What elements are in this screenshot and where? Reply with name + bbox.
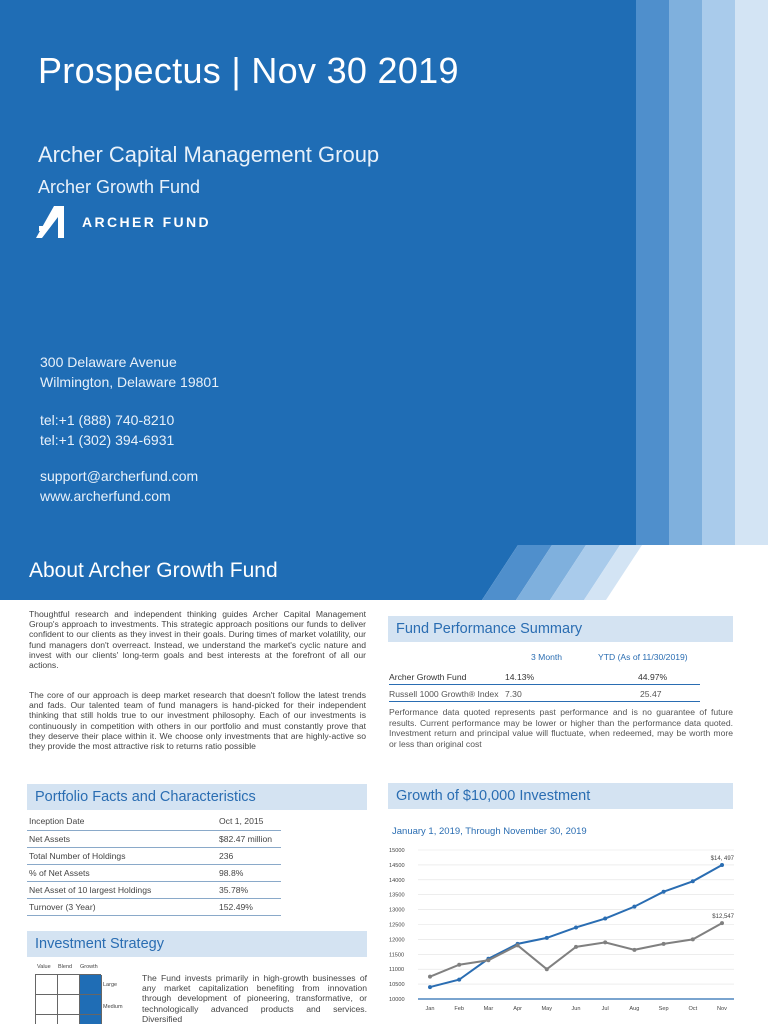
about-paragraph: Thoughtful research and independent thinking guides Archer Capital Management Group's approach to investments. This strategic approach positions our funds to deliver confident to our clients as they invest in their goals. During times of market volatility, our fund managers don't overreact. Instead, we understand the market's cyclic nature and invest with our clients' long-term goals and best interests at the forefront of all our actions. <box>29 609 366 671</box>
x-tick-label: May <box>541 1006 553 1012</box>
fund-series-point <box>662 890 666 894</box>
fund-series-point <box>720 863 724 867</box>
fund-series-point <box>603 917 607 921</box>
facts-label: Net Asset of 10 largest Holdings <box>27 881 217 898</box>
index-series-point <box>486 958 490 962</box>
address-line: 300 Delaware Avenue <box>40 354 177 370</box>
facts-row <box>27 881 281 898</box>
x-tick-label: Jul <box>601 1006 609 1012</box>
index-series-point <box>457 963 461 967</box>
style-row-label: Large <box>103 982 118 988</box>
index-series-point <box>516 943 520 947</box>
y-tick-label: 12000 <box>389 937 405 944</box>
strategy-text: The Fund invests primarily in high-growth businesses of any market capitalization benefiting from innovation through development of pioneering, transformative, or technologically advanced products and services. Diversified <box>142 973 367 1024</box>
facts-heading: Portfolio Facts and Characteristics <box>27 784 367 810</box>
y-tick-label: 11500 <box>389 952 405 959</box>
about-title: About Archer Growth Fund <box>29 559 278 582</box>
fund-series-point <box>428 985 432 989</box>
facts-table <box>27 813 281 916</box>
perf-row-name: Russell 1000 Growth® Index <box>389 689 499 699</box>
facts-row <box>27 898 281 915</box>
address <box>40 352 219 392</box>
facts-row <box>27 864 281 881</box>
style-cell <box>58 995 80 1015</box>
page-title: Prospectus | Nov 30 2019 <box>38 50 459 91</box>
archer-arrow-icon <box>36 205 68 239</box>
perf-ytd-value: 44.97% <box>638 672 668 682</box>
phone-link[interactable]: tel:+1 (302) 394-6931 <box>40 432 175 448</box>
address-line: Wilmington, Delaware 19801 <box>40 374 219 390</box>
facts-row <box>27 813 281 830</box>
facts-label: Turnover (3 Year) <box>27 898 217 915</box>
style-row-label: Medium <box>103 1004 123 1010</box>
perf-row-name: Archer Growth Fund <box>389 672 467 682</box>
perf-ytd-value: 25.47 <box>640 689 662 699</box>
facts-value: Oct 1, 2015 <box>217 813 281 830</box>
style-cell-selected <box>80 1015 102 1024</box>
x-tick-label: Nov <box>717 1006 727 1012</box>
style-col-label: Value <box>37 964 51 970</box>
y-tick-label: 15000 <box>389 848 405 854</box>
facts-value: 236 <box>217 847 281 864</box>
decor-stripe <box>669 0 702 545</box>
x-tick-label: Apr <box>513 1006 522 1012</box>
x-tick-label: Sep <box>658 1006 669 1012</box>
style-cell <box>36 975 58 995</box>
index-series-point <box>720 921 724 925</box>
y-tick-label: 10500 <box>389 982 405 989</box>
perf-col-ytd: YTD (As of 11/30/2019) <box>598 652 688 662</box>
company-name: Archer Capital Management Group <box>38 142 380 167</box>
decor-stripe <box>702 0 735 545</box>
index-series-point <box>428 975 432 979</box>
style-cell <box>58 1015 80 1024</box>
y-tick-label: 14000 <box>389 877 405 884</box>
x-tick-label: Jun <box>571 1006 581 1012</box>
fund-name: Archer Growth Fund <box>38 177 201 197</box>
facts-label: Total Number of Holdings <box>27 847 217 864</box>
style-cell <box>36 995 58 1015</box>
facts-row <box>27 830 281 847</box>
style-cell-selected <box>80 995 102 1015</box>
perf-3month-value: 14.13% <box>505 672 535 682</box>
y-tick-label: 13000 <box>389 907 405 914</box>
fund-series-point <box>545 936 549 940</box>
index-series-point <box>603 940 607 944</box>
fund-series-end-label: $14, 497 <box>710 855 734 862</box>
style-col-label: Growth <box>80 964 98 970</box>
archer-fund-logo <box>36 205 211 239</box>
facts-value: 152.49% <box>217 898 281 915</box>
x-tick-label: Mar <box>483 1006 494 1012</box>
fund-series-point <box>691 879 695 883</box>
strategy-heading: Investment Strategy <box>27 931 367 957</box>
decor-stripe <box>636 0 669 545</box>
facts-value: 35.78% <box>217 881 281 898</box>
fund-series-point <box>457 978 461 982</box>
x-tick-label: Feb <box>454 1006 465 1012</box>
x-tick-label: Aug <box>629 1006 640 1012</box>
logo-text: ARCHER FUND <box>82 214 212 230</box>
about-paragraph: The core of our approach is deep market research that doesn't follow the latest trends and fads. Our talented team of fund managers is hand-picked for their independent thinking that still holds true to our investment philosophy. Each of our investments is continuously in competition with others in our portfolio and must constantly prove that they deserve their place within it. We choose only investments that are highly-active so they provide the most attractive risk to returns ratio possible <box>29 690 366 752</box>
facts-label: % of Net Assets <box>27 864 217 881</box>
y-tick-label: 14500 <box>389 862 405 869</box>
website-link[interactable]: www.archerfund.com <box>40 488 171 504</box>
style-cell <box>36 1015 58 1024</box>
style-grid <box>35 974 101 1024</box>
facts-label: Inception Date <box>27 813 217 830</box>
y-tick-label: 13500 <box>389 892 405 899</box>
perf-3month-value: 7.30 <box>505 689 522 699</box>
x-tick-label: Oct <box>688 1006 698 1012</box>
decor-stripe <box>735 0 768 545</box>
index-series-point <box>574 945 578 949</box>
index-series-end-label: $12,547 <box>712 914 734 921</box>
facts-value: $82.47 million <box>217 830 281 847</box>
index-series-point <box>632 948 636 952</box>
style-cell-selected <box>80 975 102 995</box>
email-link[interactable]: support@archerfund.com <box>40 468 199 484</box>
facts-row <box>27 847 281 864</box>
growth-subtitle: January 1, 2019, Through November 30, 2019 <box>392 826 587 837</box>
phone-link[interactable]: tel:+1 (888) 740-8210 <box>40 412 175 428</box>
y-tick-label: 10000 <box>389 997 405 1003</box>
growth-heading: Growth of $10,000 Investment <box>388 783 733 809</box>
style-col-label: Blend <box>58 964 73 970</box>
index-series-point <box>545 967 549 971</box>
perf-row-index <box>389 686 700 702</box>
web-contacts <box>40 466 198 506</box>
about-banner <box>0 545 768 600</box>
growth-line-chart <box>388 840 738 1020</box>
perf-col-3month: 3 Month <box>531 652 563 662</box>
phone-numbers <box>40 410 174 450</box>
performance-disclaimer: Performance data quoted represents past performance and is no guarantee of future results. Current performance may be lower or higher than the performance data quoted. Investment return and principal value will fluctuate, when redeemed, may be worth more or less than original cost <box>389 707 733 749</box>
perf-row-fund <box>389 669 700 685</box>
index-series-point <box>691 937 695 941</box>
y-tick-label: 11000 <box>389 967 405 974</box>
y-tick-label: 12500 <box>389 922 405 929</box>
x-tick-label: Jan <box>425 1006 435 1012</box>
style-cell <box>58 975 80 995</box>
facts-value: 98.8% <box>217 864 281 881</box>
index-series-point <box>662 942 666 946</box>
fund-series-point <box>632 905 636 909</box>
facts-label: Net Assets <box>27 830 217 847</box>
performance-heading: Fund Performance Summary <box>388 616 733 642</box>
fund-series-point <box>574 925 578 929</box>
